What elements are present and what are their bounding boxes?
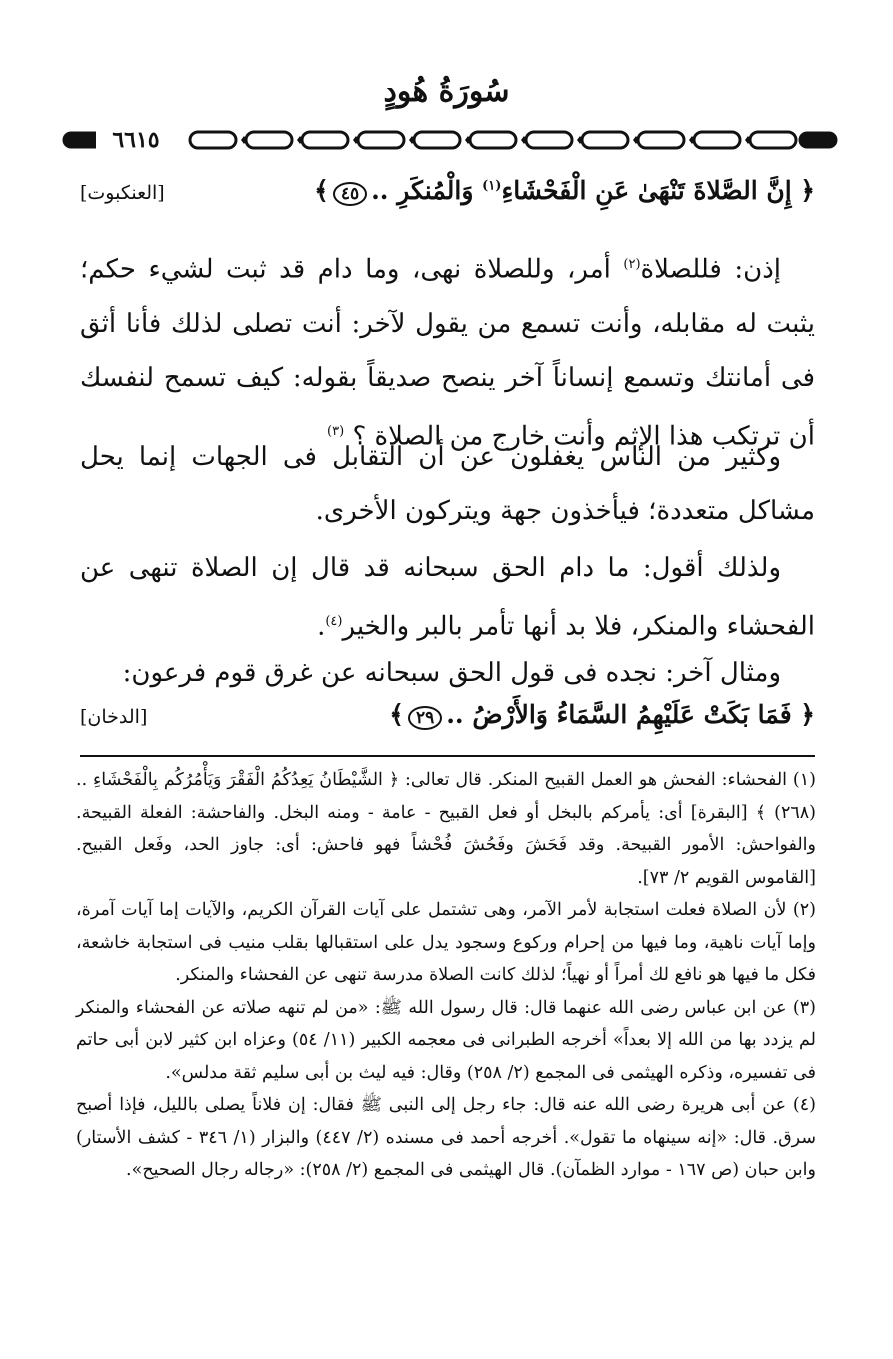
quran-verse-dukhan: [80, 700, 815, 730]
paragraph-4: ومثال آخر: نجده فى قول الحق سبحانه عن غرق قوم فرعون:: [122, 658, 781, 688]
footnote-divider: [80, 755, 815, 757]
quran-verse-ankabut: [80, 176, 815, 206]
footnote-ref-4: (٤): [325, 614, 343, 629]
paragraph-1: إذن: فللصلاة$^{(٢)}$ أمر، وللصلاة نهى، وما دام قد ثبت لشيء حكم؛ يثبت له مقابله، وأنت تسمع من يقول لآخر: أنت تصلى لذلك فأنا أثق فى أمانتك وتسمع إنساناً آخر ينصح صديقاً بقوله: كيف تسمح لنفسك أن ترتكب هذا الإثم وأنت خارج من الصلاة ؟ $^{(٣)}$: [80, 254, 815, 452]
verse-text: ﴿ فَمَا بَكَتْ عَلَيْهِمُ السَّمَاءُ وَالأَرْضُ ..٢٩﴾: [389, 700, 815, 729]
verse-number: ٤٥: [333, 182, 367, 206]
paragraph-2: وكثير من الناس يغفلون عن أن التقابل فى الجهات إنما يحل مشاكل متعددة؛ فيأخذون جهة ويتركون الأخرى.: [80, 442, 815, 526]
footnote-ref-2: (٢): [623, 257, 641, 272]
footnote-ref-1: (١): [482, 178, 502, 194]
page-number: ٦٦١٥: [96, 126, 176, 154]
footnote-2: (٢) لأن الصلاة فعلت استجابة لأمر الآمر، وهى تشتمل على آيات القرآن الكريم، والآيات إما آيات آمرة، وإما آيات ناهية، وما فيها من إحرام وركوع وسجود يدل على استقبالها بقلب منيب فى استجابة خاشعة، فكل ما فيها هو نافع لك أمراً أو نهياً؛ لذلك كانت الصلاة مدرسة تنهى عن الفحشاء والمنكر.: [76, 900, 816, 985]
footnote-3: (٣) عن ابن عباس رضى الله عنهما قال: قال رسول الله ﷺ: «من لم تنهه صلاته عن الفحشاء والمنكر لم يزدد بها من الله إلا بعداً» أخرجه الطبرانى فى معجمه الكبير (١١/ ٥٤) وعزاه ابن كثير لابن أبى حاتم فى تفسيره، وذكره الهيثمى فى المجمع (٢/ ٢٥٨) وقال: فيه ليث بن أبى سليم ثقة مدلس».: [76, 997, 816, 1083]
paragraph-3: ولذلك أقول: ما دام الحق سبحانه قد قال إن الصلاة تنهى عن الفحشاء والمنكر، فلا بد أنها تأمر بالبر والخير$^{(٤)}$.: [80, 553, 815, 642]
verse-text: ﴿ إِنَّ الصَّلاةَ تَنْهَىٰ عَنِ الْفَحْشَاءِ$^{(١)}$ وَالْمُنكَرِ ..٤٥﴾: [314, 176, 815, 205]
verse-source: [العنكبوت]: [80, 182, 165, 204]
surah-title: سُورَةُ هُودٍ: [383, 74, 510, 109]
footnote-1: (١) الفحشاء: الفحش هو العمل القبيح المنكر. قال تعالى: ﴿ الشَّيْطَانُ يَعِدُكُمُ الْفَقْرَ وَيَأْمُرُكُم بِالْفَحْشَاءِ .. (٢٦٨) ﴾ [البقرة] أى: يأمركم بالبخل أو فعل القبيح - عامة - ومنه البخل. والفاحشة: الفعلة القبيحة. والفواحش: الأمور القبيحة. وقد فَحَشَ وفَحُشَ فُحْشاً فهو فاحش: أى: جاوز الحد، وفَعل القبيح. [القاموس القويم ٢/ ٧٣].: [76, 770, 816, 888]
footnote-ref-3: (٣): [327, 423, 345, 439]
footnote-4: (٤) عن أبى هريرة رضى الله عنه قال: جاء رجل إلى النبى ﷺ فقال: إن فلاناً يصلى بالليل، فإذا أصبح سرق. قال: «إنه سينهاه ما تقول». أخرجه أحمد فى مسنده (٢/ ٤٤٧) والبزار (١/ ٣٤٦ - كشف الأستار) وابن حبان (ص ١٦٧ - موارد الظمآن). قال الهيثمى فى المجمع (٢/ ٢٥٨): «رجاله رجال الصحيح».: [76, 1095, 816, 1180]
ornamental-border: [60, 126, 840, 154]
verse-number: ٢٩: [408, 706, 442, 730]
footnotes: [76, 764, 816, 1187]
verse-source: [الدخان]: [80, 706, 148, 728]
